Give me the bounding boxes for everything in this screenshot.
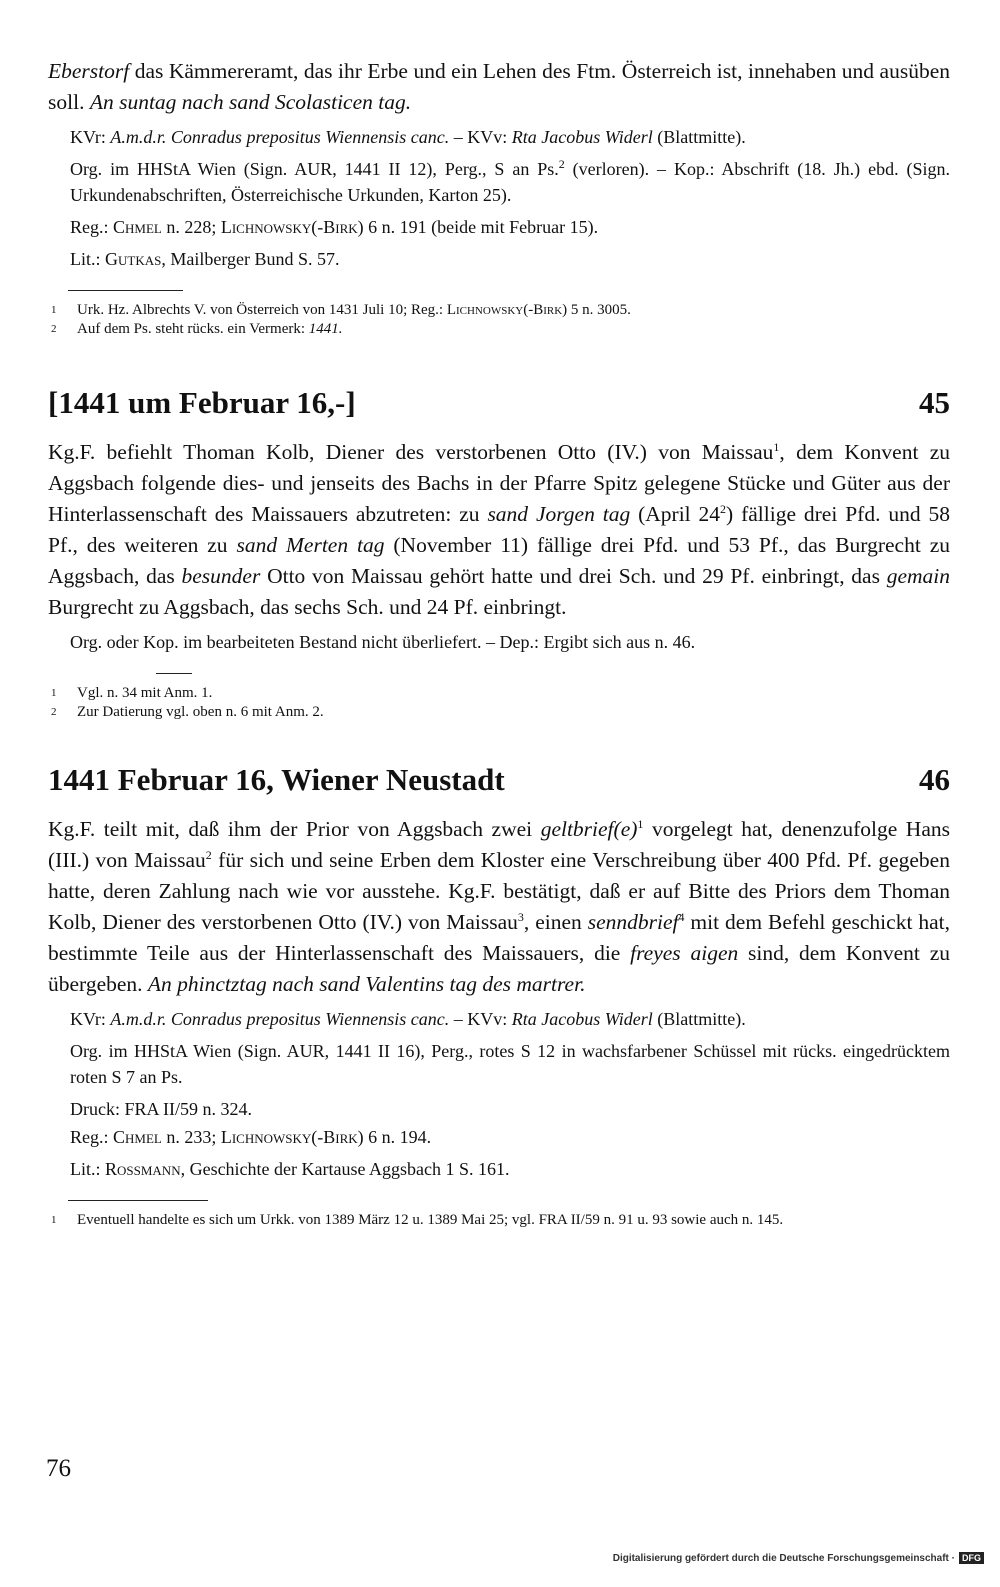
footnote-ref: 1: [637, 816, 644, 831]
text-run: Otto von Maissau gehört hatte und drei Sch. und 29 Pf. einbringt, das: [260, 564, 887, 588]
kvr-label: KVr:: [70, 1009, 111, 1029]
text-run: für sich und seine Erben dem Kloster eine Verschreibung über 400 Pfd. Pf. gegeben hatte, deren Zahlung nach wie vor ausstehe. Kg.F. bestätigt, daß er auf Bitte des Priors dem Thoman Kolb, Diener des verstorbenen Otto (IV.) von Maissau: [48, 848, 950, 934]
reg-text: 6 n. 191 (beide mit Februar 15).: [363, 217, 599, 237]
footnote-divider: [156, 673, 192, 674]
dfg-logo: DFG: [959, 1552, 984, 1564]
italic-run: gemain: [886, 564, 951, 588]
footnote-ref: 2: [205, 847, 212, 862]
reg-text: n. 233;: [161, 1127, 221, 1147]
footnote: [48, 684, 950, 703]
kanzleivermerk: [70, 124, 950, 150]
footnote-number: 1: [51, 1214, 57, 1226]
italic-run: geltbrief(e): [540, 817, 638, 841]
kvr-label: KVr:: [70, 127, 111, 147]
footnote-number: 1: [51, 687, 57, 699]
entry-number: 45: [919, 385, 950, 420]
footnote-divider: [68, 290, 183, 291]
text-run: Kg.F. teilt mit, daß ihm der Prior von Aggsbach zwei: [48, 817, 541, 841]
page-number: 76: [46, 1455, 71, 1482]
original-note: Org. im HHStA Wien (Sign. AUR, 1441 II 16), Perg., rotes S 12 in wachsfarbener Schüssel mit rücks. eingedrücktem roten S 7 an Ps.: [70, 1041, 950, 1087]
footnote-number: 2: [51, 323, 57, 335]
reg-text: 6 n. 194.: [363, 1127, 432, 1147]
original-note: Org. oder Kop. im bearbeiteten Bestand nicht überliefert. – Dep.: Ergibt sich aus n. 46.: [70, 632, 696, 652]
regest-note: [70, 214, 950, 240]
kvv-label: – KVv:: [449, 127, 512, 147]
original-note: [70, 156, 950, 208]
text-run: vorgelegt hat, denenzufolge Hans (III.) von Maissau: [48, 817, 950, 872]
italic-run: freyes aigen: [630, 941, 739, 965]
footnote-divider: [68, 1200, 208, 1201]
footnote-text: Zur Datierung vgl. oben n. 6 mit Anm. 2.: [77, 704, 324, 720]
date-formula: An phinctztag nach sand Valentins tag des martrer.: [147, 972, 586, 996]
footnote: [48, 1211, 950, 1230]
entry-title: 1441 Februar 16, Wiener Neustadt: [48, 762, 505, 797]
entry-title: [1441 um Februar 16,-]: [48, 385, 356, 420]
text-run: sind, dem Konvent zu übergeben.: [48, 941, 950, 996]
print-note: Druck: FRA II/59 n. 324.: [70, 1099, 252, 1119]
lit-label: Lit.:: [70, 1159, 105, 1179]
continuation-paragraph: [48, 56, 950, 118]
entry-number: 46: [919, 762, 950, 797]
footer-text: Digitalisierung gefördert durch die Deutsche Forschungsgemeinschaft ·: [612, 1552, 955, 1564]
footnote-italic: 1441.: [308, 321, 343, 337]
author-name: Rossmann: [105, 1159, 181, 1179]
footnote-number: 1: [51, 304, 57, 316]
footnote-text: Auf dem Ps. steht rücks. ein Vermerk:: [77, 321, 309, 337]
reg-label: Reg.:: [70, 1127, 113, 1147]
place-name: Eberstorf: [48, 59, 130, 83]
footnote: [48, 301, 950, 320]
regest-note: [70, 1124, 950, 1150]
text-run: Burgrecht zu Aggsbach, das sechs Sch. und 24 Pf. einbringt.: [48, 595, 567, 619]
italic-run: besunder: [181, 564, 261, 588]
author-name: Lichnowsky(-Birk): [220, 1127, 364, 1147]
author-name: Chmel: [113, 1127, 162, 1147]
reg-text: n. 228;: [161, 217, 221, 237]
footnote-ref: 3: [517, 909, 524, 924]
text-run: (April 24: [630, 502, 721, 526]
org-text: Org. im HHStA Wien (Sign. AUR, 1441 II 12), Perg., S an Ps.: [70, 159, 559, 179]
text-run: mit dem Befehl geschickt hat, bestimmte Teile aus der Hinterlassenschaft des Maissauers, die: [48, 910, 951, 965]
footnote-ref: 2: [720, 501, 727, 516]
reg-label: Reg.:: [70, 217, 113, 237]
literature-note: [70, 246, 950, 272]
text-run: , dem Konvent zu Aggsbach folgende dies- und jenseits des Bachs in der Pfarre Spitz gelegene Stücke und Güter aus der Hinterlassenschaft des Maissauers abzutreten: zu: [48, 440, 951, 526]
org-text: (verloren). – Kop.: Abschrift (18. Jh.) ebd. (Sign. Urkundenabschriften, Österreichische Urkunden, Karton 25).: [70, 159, 951, 205]
footnote: [48, 703, 950, 722]
date-formula: An suntag nach sand Scolasticen tag.: [89, 90, 412, 114]
text-run: , einen: [523, 910, 588, 934]
footnote-text: 5 n. 3005.: [567, 302, 631, 318]
kvv-tail: (Blattmitte).: [652, 1009, 746, 1029]
kvv-value: Rta Jacobus Widerl: [511, 127, 653, 147]
entry-paragraph: [48, 814, 950, 1000]
footnote-text: Eventuell handelte es sich um Urkk. von 1389 März 12 u. 1389 Mai 25; vgl. FRA II/59 n. 91 u. 93 sowie auch n. 145.: [77, 1212, 784, 1228]
footnote-text: Vgl. n. 34 mit Anm. 1.: [77, 685, 213, 701]
kvr-value: A.m.d.r. Conradus prepositus Wiennensis canc.: [110, 127, 450, 147]
footnote-text: Urk. Hz. Albrechts V. von Österreich von 1431 Juli 10; Reg.:: [77, 302, 447, 318]
author-name: Lichnowsky(-Birk): [220, 217, 364, 237]
text-run: (November 11) fällige drei Pfd. und 53 Pf., das Burgrecht zu Aggsbach, das: [48, 533, 950, 588]
author-name: Gutkas: [105, 249, 162, 269]
text-run: Kg.F. befiehlt Thoman Kolb, Diener des verstorbenen Otto (IV.) von Maissau: [48, 440, 774, 464]
kvr-value: A.m.d.r. Conradus prepositus Wiennensis canc.: [110, 1009, 450, 1029]
literature-note: [70, 1156, 950, 1182]
entry-paragraph: [48, 437, 950, 623]
footnote-ref: 1: [773, 439, 780, 454]
digitization-footer: [613, 1552, 984, 1564]
text-run: ) fällige drei Pfd. und 58 Pf., des weiteren zu: [48, 502, 950, 557]
page-content: [48, 56, 950, 1230]
author-name: Lichnowsky(-Birk): [446, 302, 568, 318]
lit-text: , Mailberger Bund S. 57.: [161, 249, 340, 269]
kvv-value: Rta Jacobus Widerl: [511, 1009, 653, 1029]
kvv-tail: (Blattmitte).: [652, 127, 746, 147]
footnote-ref: 4: [678, 909, 685, 924]
footnote-ref: 2: [558, 157, 565, 171]
text-run: das Kämmereramt, das ihr Erbe und ein Lehen des Ftm. Österreich ist, innehaben und ausüben soll.: [48, 59, 950, 114]
lit-label: Lit.:: [70, 249, 105, 269]
author-name: Chmel: [113, 217, 162, 237]
entry-heading: [48, 383, 950, 423]
lit-text: , Geschichte der Kartause Aggsbach 1 S. 161.: [180, 1159, 510, 1179]
italic-run: senndbrief: [587, 910, 679, 934]
italic-run: sand Merten tag: [236, 533, 385, 557]
footnote: [48, 320, 950, 339]
kvv-label: – KVv:: [449, 1009, 512, 1029]
entry-heading: [48, 760, 950, 800]
italic-run: sand Jorgen tag: [487, 502, 631, 526]
footnote-number: 2: [51, 706, 57, 718]
kanzleivermerk: [70, 1006, 950, 1032]
